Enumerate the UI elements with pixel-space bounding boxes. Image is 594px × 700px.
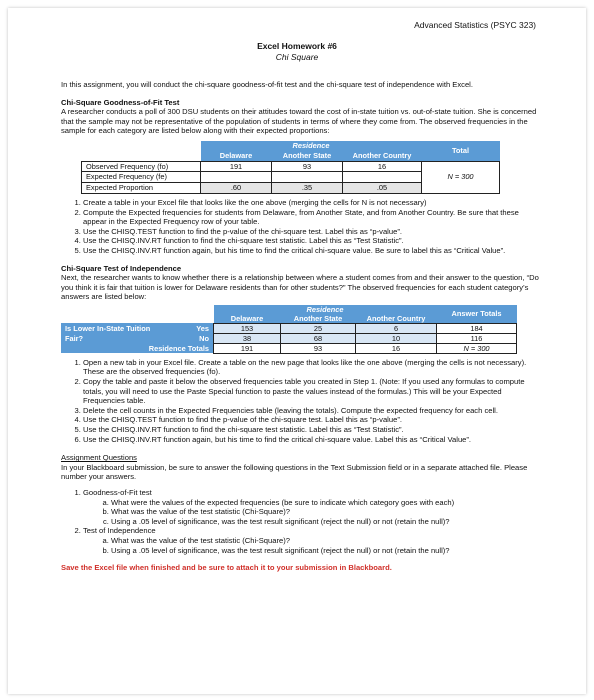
list-item <box>83 488 541 526</box>
document-page <box>8 8 586 694</box>
ind-row-label-no: No <box>169 333 214 343</box>
ind-table <box>61 305 517 354</box>
gof-col-another-country: Another Country <box>343 151 422 161</box>
ind-steps <box>61 358 541 444</box>
ind-cell: 38 <box>214 333 281 343</box>
gof-total-value: N = 300 <box>422 161 500 193</box>
ind-answer-total: 116 <box>437 333 517 343</box>
title-block <box>8 41 586 62</box>
question-items <box>83 536 541 555</box>
list-item: 4. Use the CHISQ.TEST function to find the p-value of the chi-square test. Label this as “p-value”. <box>83 415 541 425</box>
list-item: b. What was the value of the test statistic (Chi-Square)? <box>111 507 541 517</box>
list-item: a. What were the values of the expected frequencies (be sure to indicate which category goes with each) <box>111 498 541 508</box>
assignment-text: In your Blackboard submission, be sure to answer the following questions in the Text Submission field or in a separate attached file. Please number your answers. <box>61 462 528 482</box>
gof-cell: .35 <box>272 183 343 194</box>
question-title: Goodness-of-Fit test <box>83 488 152 498</box>
ind-residence-header: Residence <box>214 305 437 314</box>
ind-col-delaware: Delaware <box>214 314 281 324</box>
gof-col-delaware: Delaware <box>201 151 272 161</box>
list-item: a. What was the value of the test statistic (Chi-Square)? <box>111 536 541 546</box>
page-subtitle: Chi Square <box>275 52 319 62</box>
list-item: 3. Use the CHISQ.TEST function to find the p-value of the chi-square test. Label this as “p-value”. <box>83 227 541 237</box>
ind-residence-total: 16 <box>356 343 437 353</box>
course-label: Advanced Statistics (PSYC 323) <box>414 20 536 30</box>
ind-text: Next, the researcher wants to know whether there is a relationship between where a student comes from and their answer to the question, “Do you think it is fair that tuition is lower for Delaware residents than for other students?” The observed frequencies for each student category’s answers are listed below: <box>61 273 539 302</box>
ind-residence-total: 191 <box>214 343 281 353</box>
assignment-questions <box>61 488 541 555</box>
ind-residence-totals-label: Residence Totals <box>61 343 214 353</box>
gof-col-another-state: Another State <box>272 151 343 161</box>
ind-col-another-state: Another State <box>281 314 356 324</box>
ind-heading: Chi-Square Test of Independence <box>61 263 182 273</box>
gof-cell <box>272 172 343 183</box>
list-item: 2. Compute the Expected frequencies for students from Delaware, from Another State, and from Another Country. Be sure that these appear in the Expected Frequency row of your table. <box>83 208 541 227</box>
list-item: 2. Copy the table and paste it below the observed frequencies table you created in Step 1. (Note: If you used any formulas to compute totals, you will need to use the Paste Special function to paste the values instead of the formulas.) This will be your Expected Frequencies table. <box>83 377 541 406</box>
list-item: 4. Use the CHISQ.INV.RT function to find the chi-square test statistic. Label this as “Test Statistic”. <box>83 236 541 246</box>
gof-heading: Chi-Square Goodness-of-Fit Test <box>61 97 180 107</box>
document-content <box>61 80 541 573</box>
gof-row-label: Expected Frequency (fe) <box>82 172 201 183</box>
gof-table <box>81 141 500 194</box>
ind-cell: 68 <box>281 333 356 343</box>
intro-text: In this assignment, you will conduct the chi-square goodness-of-fit test and the chi-square test of independence with Excel. <box>61 80 473 89</box>
gof-cell <box>343 172 422 183</box>
ind-cell: 25 <box>281 323 356 333</box>
ind-col-another-country: Another Country <box>356 314 437 324</box>
list-item: 6. Use the CHISQ.INV.RT function again, but his time to find the critical chi-square value. Label this as “Critical Value”. <box>83 435 541 445</box>
ind-question-line2: Fair? <box>61 333 169 343</box>
list-item: 5. Use the CHISQ.INV.RT function to find the chi-square test statistic. Label this as “Test Statistic”. <box>83 425 541 435</box>
gof-cell: 191 <box>201 161 272 172</box>
gof-cell <box>201 172 272 183</box>
ind-grand-total: N = 300 <box>437 343 517 353</box>
assignment-heading: Assignment Questions <box>61 453 137 463</box>
ind-row-label-yes: Yes <box>169 323 214 333</box>
list-item: 1. Create a table in your Excel file that looks like the one above (merging the cells for N is not necessary) <box>83 198 541 208</box>
gof-total-header: Total <box>422 141 500 161</box>
ind-cell: 10 <box>356 333 437 343</box>
gof-text: A researcher conducts a poll of 300 DSU students on their attitudes toward the cost of in-state tuition vs. out-of-state tuition. She is concerned that the sample may not be representative of the population of students in terms of where they come from. The observed frequencies in the sample for each category are listed below along with their expected proportions: <box>61 107 537 136</box>
gof-row-label: Expected Proportion <box>82 183 201 194</box>
list-item: 3. Delete the cell counts in the Expected Frequencies table (leaving the totals). Compute the expected frequency for each cell. <box>83 406 541 416</box>
gof-cell: .05 <box>343 183 422 194</box>
ind-residence-total: 93 <box>281 343 356 353</box>
gof-cell: .60 <box>201 183 272 194</box>
ind-answer-totals-header: Answer Totals <box>437 305 517 324</box>
ind-cell: 6 <box>356 323 437 333</box>
list-item <box>83 526 541 555</box>
footer-note: Save the Excel file when finished and be sure to attach it to your submission in Blackboard. <box>61 563 392 573</box>
gof-steps <box>61 198 541 256</box>
gof-residence-header: Residence <box>201 141 422 151</box>
gof-cell: 93 <box>272 161 343 172</box>
list-item: 5. Use the CHISQ.INV.RT function again, but his time to find the critical chi-square value. Be sure to label this as “Critical Value”. <box>83 246 541 256</box>
list-item: c. Using a .05 level of significance, was the test result significant (reject the null) or not (retain the null)? <box>111 517 541 527</box>
question-title: Test of Independence <box>83 526 156 536</box>
ind-answer-total: 184 <box>437 323 517 333</box>
gof-cell: 16 <box>343 161 422 172</box>
ind-question-line1: Is Lower In-State Tuition <box>61 323 169 333</box>
list-item: b. Using a .05 level of significance, was the test result significant (reject the null) or not (retain the null)? <box>111 546 541 556</box>
ind-cell: 153 <box>214 323 281 333</box>
gof-row-label: Observed Frequency (fo) <box>82 161 201 172</box>
question-items <box>83 498 541 527</box>
list-item: 1. Open a new tab in your Excel file. Create a table on the new page that looks like the one above (merging the cells is not necessary). These are the observed frequencies (fo). <box>83 358 541 377</box>
page-title: Excel Homework #6 <box>257 41 337 51</box>
